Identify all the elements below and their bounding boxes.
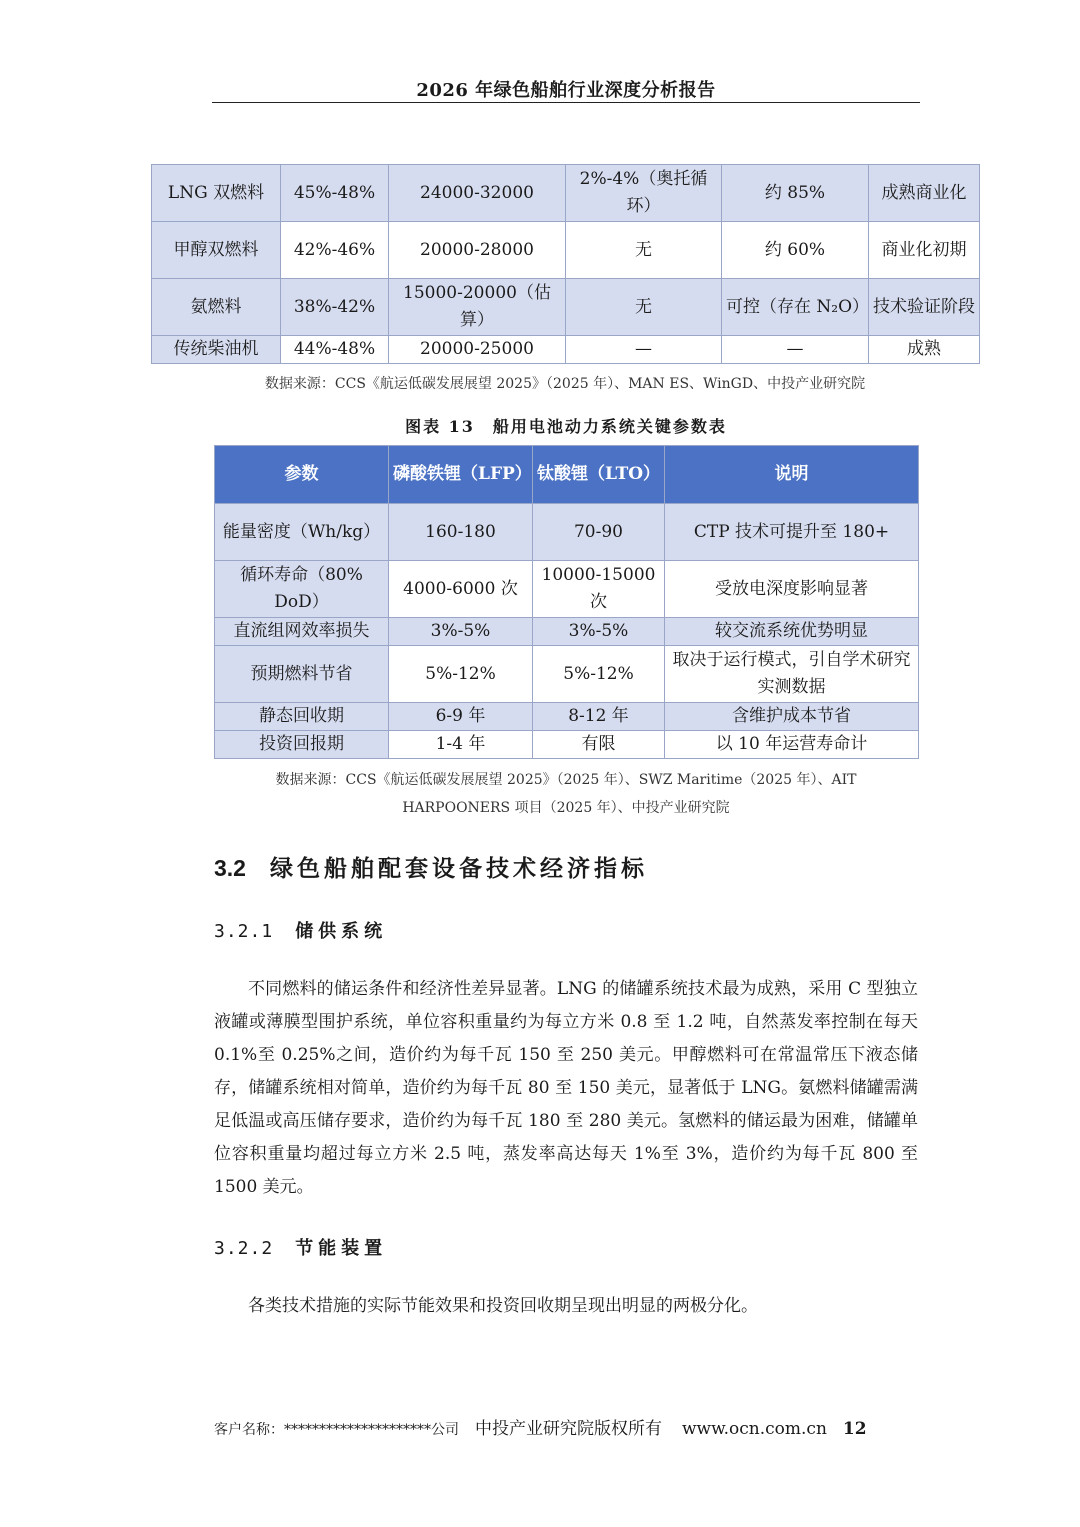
table-cell: 甲醇双燃料 bbox=[152, 222, 281, 279]
header-cell: 说明 bbox=[665, 446, 919, 504]
table-cell: 直流组网效率损失 bbox=[215, 618, 389, 646]
table-cell: 24000-32000 bbox=[389, 165, 566, 222]
table-row bbox=[215, 618, 919, 646]
table-cell: 以 10 年运营寿命计 bbox=[665, 731, 919, 759]
subsection-heading-3-2-2 bbox=[214, 1234, 387, 1260]
table-cell: 有限 bbox=[533, 731, 665, 759]
table-cell: 氨燃料 bbox=[152, 279, 281, 336]
subsection-number: 3.2.2 bbox=[214, 1238, 274, 1259]
table-cell: 20000-25000 bbox=[389, 336, 566, 364]
section-title: 绿色船舶配套设备技术经济指标 bbox=[269, 855, 648, 882]
table-row bbox=[215, 504, 919, 561]
table-cell: 约 60% bbox=[722, 222, 869, 279]
table-cell: 42%-46% bbox=[281, 222, 389, 279]
table-cell: 38%-42% bbox=[281, 279, 389, 336]
table-cell: 44%-48% bbox=[281, 336, 389, 364]
table-cell: 15000-20000（估算） bbox=[389, 279, 566, 336]
table2-source-note-line1: 数据来源：CCS《航运低碳发展展望 2025》（2025 年）、SWZ Maritime（2025 年）、AIT bbox=[275, 772, 857, 788]
table-cell: 能量密度（Wh/kg） bbox=[215, 504, 389, 561]
table1-source-note: 数据来源：CCS《航运低碳发展展望 2025》（2025 年）、MAN ES、WinGD、中投产业研究院 bbox=[264, 376, 866, 392]
table-row bbox=[152, 222, 980, 279]
table-cell: 取决于运行模式，引自学术研究实测数据 bbox=[665, 646, 919, 703]
header-cell: 磷酸铁锂（LFP） bbox=[389, 446, 533, 504]
page-footer bbox=[214, 1414, 920, 1439]
section-heading bbox=[214, 850, 648, 883]
table-cell: 循环寿命（80% DoD） bbox=[215, 561, 389, 618]
footer-client-name: 客户名称：*********************公司 bbox=[214, 1422, 459, 1438]
table-header-row bbox=[215, 446, 919, 504]
table-row bbox=[215, 703, 919, 731]
table-cell: 10000-15000 次 bbox=[533, 561, 665, 618]
table-cell: 1-4 年 bbox=[389, 731, 533, 759]
table2-source-note-line2: HARPOONERS 项目（2025 年）、中投产业研究院 bbox=[402, 800, 730, 816]
table-cell: 较交流系统优势明显 bbox=[665, 618, 919, 646]
table-cell: 约 85% bbox=[722, 165, 869, 222]
table-cell: 受放电深度影响显著 bbox=[665, 561, 919, 618]
table-cell: 含维护成本节省 bbox=[665, 703, 919, 731]
page-number: 12 bbox=[842, 1419, 867, 1439]
table-cell: 6-9 年 bbox=[389, 703, 533, 731]
table-cell: 8-12 年 bbox=[533, 703, 665, 731]
header-cell: 参数 bbox=[215, 446, 389, 504]
table-cell: 70-90 bbox=[533, 504, 665, 561]
table-cell: 3%-5% bbox=[533, 618, 665, 646]
table-cell: 160-180 bbox=[389, 504, 533, 561]
table-cell: 投资回报期 bbox=[215, 731, 389, 759]
table-row bbox=[152, 279, 980, 336]
table-cell: 商业化初期 bbox=[869, 222, 980, 279]
subsection-title: 节能装置 bbox=[295, 1238, 388, 1259]
table-cell: 静态回收期 bbox=[215, 703, 389, 731]
table-cell: 20000-28000 bbox=[389, 222, 566, 279]
subsection-number: 3.2.1 bbox=[214, 921, 274, 942]
table-cell: CTP 技术可提升至 180+ bbox=[665, 504, 919, 561]
table-cell: 2%-4%（奥托循环） bbox=[566, 165, 722, 222]
table-cell: LNG 双燃料 bbox=[152, 165, 281, 222]
table-cell: — bbox=[566, 336, 722, 364]
table-cell: 5%-12% bbox=[389, 646, 533, 703]
table-row bbox=[215, 731, 919, 759]
table-row bbox=[215, 646, 919, 703]
engine-comparison-table bbox=[151, 164, 980, 364]
subsection-heading-3-2-1 bbox=[214, 917, 387, 943]
table-cell: 无 bbox=[566, 222, 722, 279]
table-cell: 3%-5% bbox=[389, 618, 533, 646]
header-divider bbox=[212, 102, 920, 103]
table-cell: 4000-6000 次 bbox=[389, 561, 533, 618]
table-row bbox=[152, 165, 980, 222]
energy-saving-paragraph: 各类技术措施的实际节能效果和投资回收期呈现出明显的两极分化。 bbox=[248, 1296, 758, 1316]
table-row bbox=[152, 336, 980, 364]
table-cell: 可控（存在 N₂O） bbox=[722, 279, 869, 336]
table-cell: — bbox=[722, 336, 869, 364]
subsection-title: 储供系统 bbox=[295, 921, 388, 942]
section-number: 3.2 bbox=[214, 855, 246, 881]
table-cell: 技术验证阶段 bbox=[869, 279, 980, 336]
table-cell: 成熟 bbox=[869, 336, 980, 364]
footer-website-link[interactable]: www.ocn.com.cn bbox=[682, 1419, 827, 1439]
table-cell: 45%-48% bbox=[281, 165, 389, 222]
table-row bbox=[215, 561, 919, 618]
table-cell: 传统柴油机 bbox=[152, 336, 281, 364]
page-header-title: 2026 年绿色船舶行业深度分析报告 bbox=[416, 80, 716, 101]
header-cell: 钛酸锂（LTO） bbox=[533, 446, 665, 504]
storage-system-paragraph: 不同燃料的储运条件和经济性差异显著。LNG 的储罐系统技术最为成熟，采用 C 型独立液罐或薄膜型围护系统，单位容积重量约为每立方米 0.8 至 1.2 吨，自然蒸发率控制在每天 0.1%至 0.25%之间，造价约为每千瓦 150 至 250 美元。甲醇燃料可在常温常压下液态储存，储罐系统相对简单，造价约为每千瓦 80 至 150 美元，显著低于 LNG。氨燃料储罐需满足低温或高压储存要求，造价约为每千瓦 180 至 280 美元。氢燃料的储运最为困难，储罐单位容积重量均超过每立方米 2.5 吨，蒸发率高达每天 1%至 3%，造价约为每千瓦 800 至 1500 美元。 bbox=[214, 979, 918, 1197]
table-cell: 无 bbox=[566, 279, 722, 336]
footer-copyright: 中投产业研究院版权所有 bbox=[475, 1419, 662, 1439]
table-cell: 成熟商业化 bbox=[869, 165, 980, 222]
table-cell: 5%-12% bbox=[533, 646, 665, 703]
figure-13-title: 图表 13 船用电池动力系统关键参数表 bbox=[405, 417, 727, 436]
battery-parameters-table bbox=[214, 445, 919, 759]
table-cell: 预期燃料节省 bbox=[215, 646, 389, 703]
